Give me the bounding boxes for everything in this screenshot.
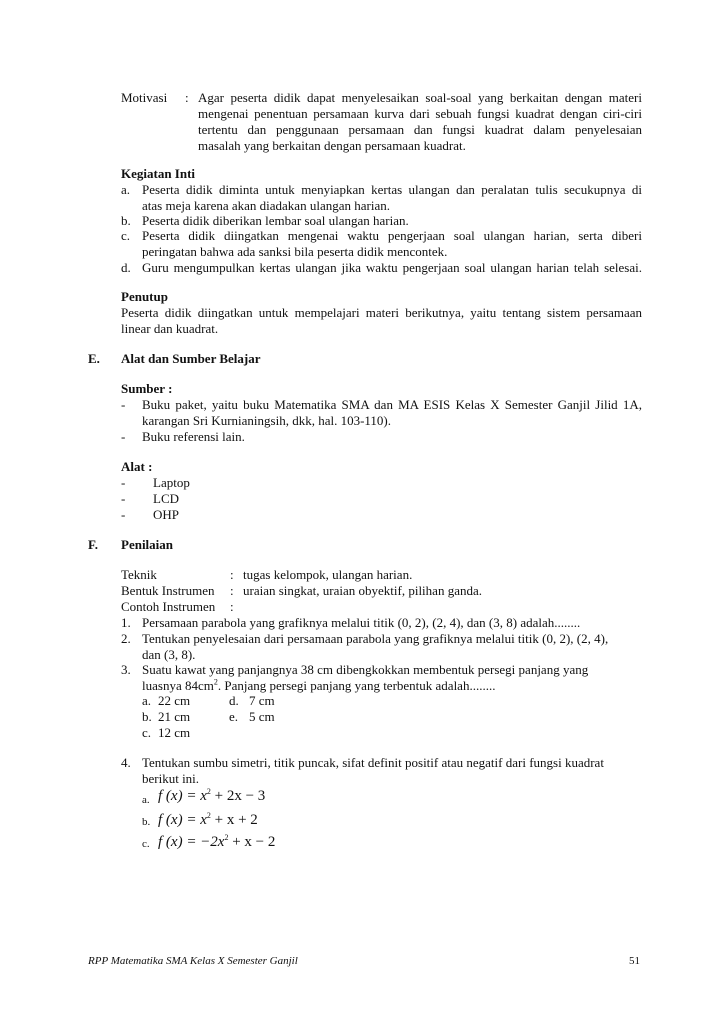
motivasi-line: masalah yang berkaitan dengan persamaan kuadrat. <box>198 138 466 153</box>
section-f-marker: F. <box>88 537 98 552</box>
question-text: Suatu kawat yang panjangnya 38 cm dibengkokkan membentuk persegi panjang yang <box>142 662 589 677</box>
option-marker: e. <box>229 709 239 724</box>
question-marker: 2. <box>121 631 131 646</box>
penutup-heading: Penutup <box>121 289 168 304</box>
function-marker: a. <box>142 794 150 806</box>
function-marker: c. <box>142 838 150 850</box>
formula-rhs: + x − 2 <box>228 834 276 850</box>
list-item-text: Buku referensi lain. <box>142 429 245 444</box>
option-marker: d. <box>229 693 239 708</box>
question-text: Tentukan penyelesaian dari persamaan parabola yang grafiknya melalui titik (0, 2), (2, 4), <box>142 631 609 646</box>
formula-exponent: 2 <box>206 811 211 820</box>
list-marker: b. <box>121 213 131 228</box>
list-item-text: Peserta didik diingatkan mengenai waktu pengerjaan soal ulangan harian, serta diberi <box>142 228 642 243</box>
list-item-text: OHP <box>153 507 180 522</box>
formula-lhs: f (x) = −2x <box>158 834 225 850</box>
list-marker: d. <box>121 260 131 275</box>
list-item-text: Peserta didik diberikan lembar soal ulangan harian. <box>142 213 409 228</box>
motivasi-line: mengenai penentuan persamaan kurva dari sebuah fungsi kuadrat dengan ciri-ciri <box>198 106 642 121</box>
question-marker: 4. <box>121 755 131 770</box>
list-item-text: LCD <box>153 491 179 506</box>
function-formula <box>158 788 265 804</box>
section-e-title: Alat dan Sumber Belajar <box>121 351 261 366</box>
section-e-marker: E. <box>88 351 100 366</box>
formula-exponent: 2 <box>224 833 229 842</box>
formula-rhs: + x + 2 <box>210 812 258 828</box>
formula-lhs: f (x) = x <box>158 788 207 804</box>
field-colon: : <box>230 599 234 614</box>
section-f-title: Penilaian <box>121 537 174 552</box>
list-item-text: Peserta didik diminta untuk menyiapkan kertas ulangan dan peralatan tulis secukupnya di <box>142 182 642 197</box>
function-marker: b. <box>142 816 151 828</box>
sumber-heading: Sumber : <box>121 381 173 396</box>
option-text: 7 cm <box>249 693 275 708</box>
question-text-part: . Panjang persegi panjang yang terbentuk adalah........ <box>217 678 496 693</box>
field-label: Contoh Instrumen <box>121 599 216 614</box>
field-colon: : <box>230 567 234 582</box>
page-number: 51 <box>629 955 640 967</box>
motivasi-colon: : <box>185 90 189 105</box>
kegiatan-inti-heading: Kegiatan Inti <box>121 166 196 181</box>
field-label: Bentuk Instrumen <box>121 583 215 598</box>
formula-exponent: 2 <box>206 787 211 796</box>
list-marker: - <box>121 397 126 412</box>
option-marker: c. <box>142 725 152 740</box>
option-text: 12 cm <box>158 725 191 740</box>
list-marker: - <box>121 475 126 490</box>
field-value: uraian singkat, uraian obyektif, pilihan ganda. <box>243 583 482 598</box>
alat-heading: Alat : <box>121 459 153 474</box>
list-item-text: karangan Sri Kurnianingsih, dkk, hal. 103-110). <box>142 413 391 428</box>
option-text: 21 cm <box>158 709 191 724</box>
motivasi-label: Motivasi <box>121 90 168 105</box>
penutup-line: linear dan kuadrat. <box>121 321 219 336</box>
formula-rhs: + 2x − 3 <box>210 788 266 804</box>
list-marker: - <box>121 429 126 444</box>
question-text: Tentukan sumbu simetri, titik puncak, sifat definit positif atau negatif dari fungsi kuadrat <box>142 755 604 770</box>
question-text-part: luasnya 84cm <box>142 678 214 693</box>
list-marker: a. <box>121 182 131 197</box>
question-text: Persamaan parabola yang grafiknya melalui titik (0, 2), (2, 4), dan (3, 8) adalah........ <box>142 615 581 630</box>
question-text: berikut ini. <box>142 771 200 786</box>
motivasi-line: Agar peserta didik dapat menyelesaikan soal-soal yang berkaitan dengan materi <box>198 90 642 105</box>
list-item-text: Buku paket, yaitu buku Matematika SMA dan MA ESIS Kelas X Semester Ganjil Jilid 1A, <box>142 397 642 412</box>
motivasi-line: tertentu dan penggunaan persamaan dan fungsi kuadrat dalam penyelesaian <box>198 122 642 137</box>
list-item-text: Laptop <box>153 475 190 490</box>
footer-text: RPP Matematika SMA Kelas X Semester Ganjil <box>88 955 298 967</box>
list-item-text: Guru mengumpulkan kertas ulangan jika waktu pengerjaan soal ulangan harian telah selesai. <box>142 260 642 275</box>
penutup-line: Peserta didik diingatkan untuk mempelajari materi berikutnya, yaitu tentang sistem persamaan <box>121 305 642 320</box>
option-marker: b. <box>142 709 152 724</box>
field-label: Teknik <box>121 567 157 582</box>
question-text <box>142 678 495 694</box>
list-item-text: peringatan bahwa ada sanksi bila peserta didik mencontek. <box>142 244 448 259</box>
option-text: 22 cm <box>158 693 191 708</box>
formula-lhs: f (x) = x <box>158 812 207 828</box>
function-formula <box>158 812 258 828</box>
question-marker: 1. <box>121 615 131 630</box>
list-marker: - <box>121 507 126 522</box>
list-marker: - <box>121 491 126 506</box>
list-item-text: atas meja karena akan diadakan ulangan harian. <box>142 198 390 213</box>
question-marker: 3. <box>121 662 131 677</box>
option-marker: a. <box>142 693 152 708</box>
superscript: 2 <box>213 677 218 687</box>
list-marker: c. <box>121 228 131 243</box>
field-value: tugas kelompok, ulangan harian. <box>243 567 413 582</box>
option-text: 5 cm <box>249 709 275 724</box>
field-colon: : <box>230 583 234 598</box>
function-formula <box>158 834 275 850</box>
question-text: dan (3, 8). <box>142 647 196 662</box>
